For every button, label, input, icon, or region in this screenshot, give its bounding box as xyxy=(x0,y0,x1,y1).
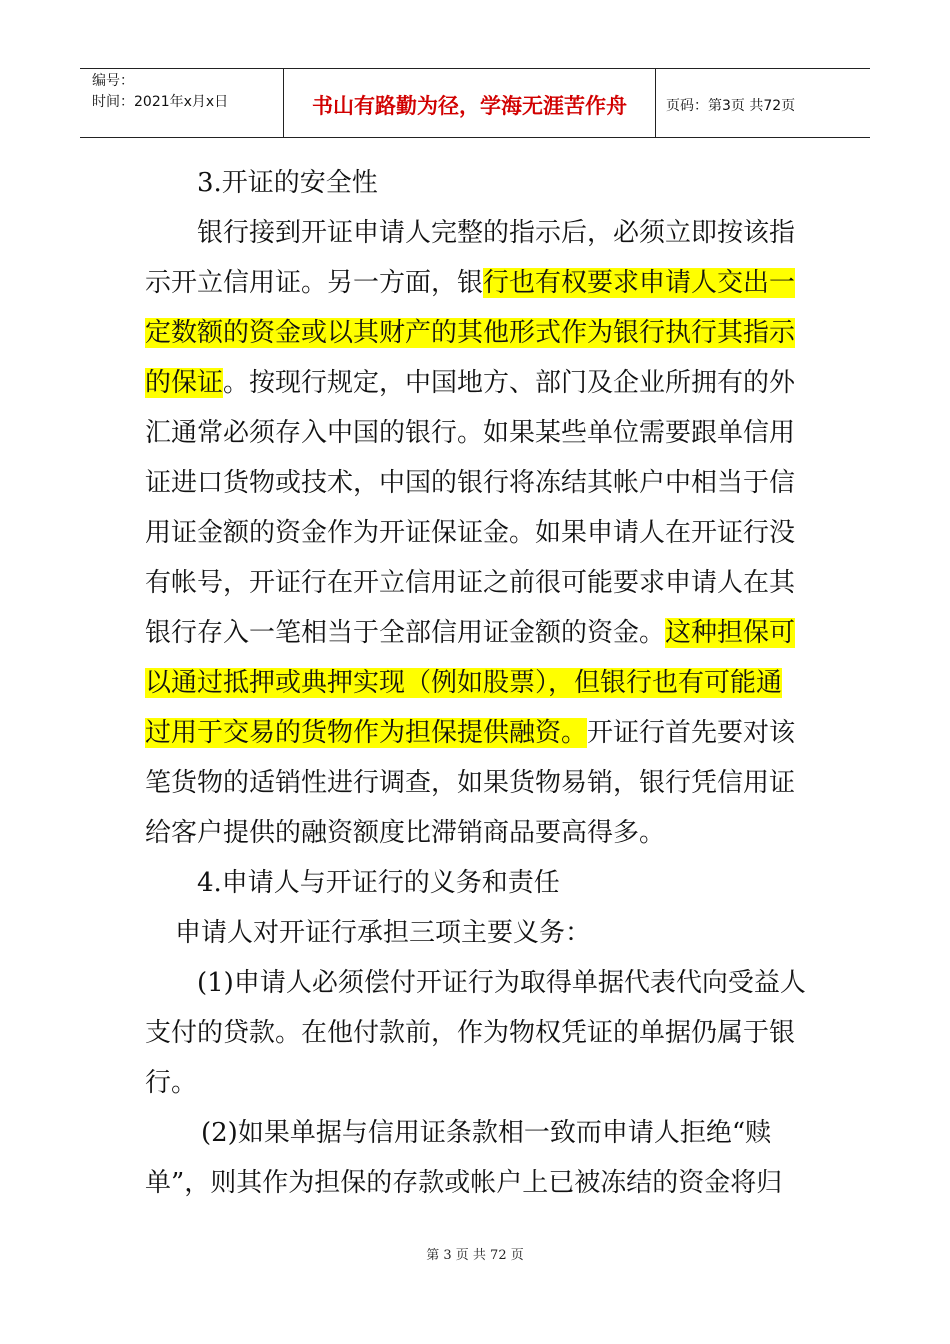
highlighted-text: 以通过抵押或典押实现（例如股票），但银行也有可能通 xyxy=(145,668,783,698)
text-line xyxy=(145,558,807,608)
text-segment: 。按现行规定，中国地方、部门及企业所拥有的外 xyxy=(223,368,796,398)
text-segment: (1)申请人必须偿付开证行为取得单据代表代向受益人 xyxy=(197,968,806,998)
text-segment: 3.开证的安全性 xyxy=(197,168,378,198)
text-segment: 笔货物的适销性进行调查，如果货物易销，银行凭信用证 xyxy=(145,768,796,798)
text-segment: 银行接到开证申请人完整的指示后，必须立即按该指 xyxy=(197,218,796,248)
text-segment: 4.申请人与开证行的义务和责任 xyxy=(197,868,560,898)
text-line xyxy=(145,708,807,758)
text-segment: 有帐号，开证行在开立信用证之前很可能要求申请人在其 xyxy=(145,568,796,598)
text-line xyxy=(145,308,807,358)
highlighted-text: 过用于交易的货物作为担保提供融资。 xyxy=(145,718,588,748)
header-page-info: 页码：第3页 共72页 xyxy=(666,98,796,114)
highlighted-text: 的保证 xyxy=(145,368,224,398)
text-segment: 单”，则其作为担保的存款或帐户上已被冻结的资金将归 xyxy=(145,1168,783,1198)
text-segment: 申请人对开证行承担三项主要义务： xyxy=(175,918,592,948)
highlighted-text: 行也有权要求申请人交出一 xyxy=(483,268,796,298)
text-line xyxy=(145,208,807,258)
text-segment: 银行存入一笔相当于全部信用证金额的资金。 xyxy=(145,618,666,648)
text-line xyxy=(145,158,807,208)
text-segment: 给客户提供的融资额度比滞销商品要高得多。 xyxy=(145,818,666,848)
text-line xyxy=(145,458,807,508)
text-line xyxy=(145,508,807,558)
text-line xyxy=(145,758,807,808)
text-line xyxy=(145,808,807,858)
text-line xyxy=(145,258,807,308)
text-line xyxy=(145,608,807,658)
text-line xyxy=(145,1058,807,1108)
text-line xyxy=(145,1008,807,1058)
text-line xyxy=(145,408,807,458)
document-body xyxy=(145,158,807,1208)
text-line xyxy=(145,358,807,408)
text-line xyxy=(145,908,807,958)
header-motto: 书山有路勤为径，学海无涯苦作舟 xyxy=(283,69,656,137)
text-segment: 支付的贷款。在他付款前，作为物权凭证的单据仍属于银 xyxy=(145,1018,796,1048)
text-line xyxy=(145,658,807,708)
text-segment: 示开立信用证。另一方面，银 xyxy=(145,268,484,298)
text-segment: 用证金额的资金作为开证保证金。如果申请人在开证行没 xyxy=(145,518,796,548)
header-meta-cell xyxy=(80,69,283,137)
highlighted-text: 这种担保可 xyxy=(665,618,796,648)
document-date-label: 时间：2021年x月x日 xyxy=(92,94,229,110)
document-number-label: 编号： xyxy=(92,73,134,89)
text-segment: 证进口货物或技术，中国的银行将冻结其帐户中相当于信 xyxy=(145,468,796,498)
text-segment: 开证行首先要对该 xyxy=(587,718,796,748)
highlighted-text: 定数额的资金或以其财产的其他形式作为银行执行其指示 xyxy=(145,318,796,348)
text-line xyxy=(145,1158,807,1208)
text-segment: (2)如果单据与信用证条款相一致而申请人拒绝“赎 xyxy=(201,1118,772,1148)
text-line xyxy=(145,958,807,1008)
page-header xyxy=(80,68,870,138)
text-line xyxy=(145,858,807,908)
text-segment: 汇通常必须存入中国的银行。如果某些单位需要跟单信用 xyxy=(145,418,796,448)
page-footer: 第 3 页 共 72 页 xyxy=(426,1248,524,1263)
text-line xyxy=(145,1108,807,1158)
text-segment: 行。 xyxy=(145,1068,198,1098)
